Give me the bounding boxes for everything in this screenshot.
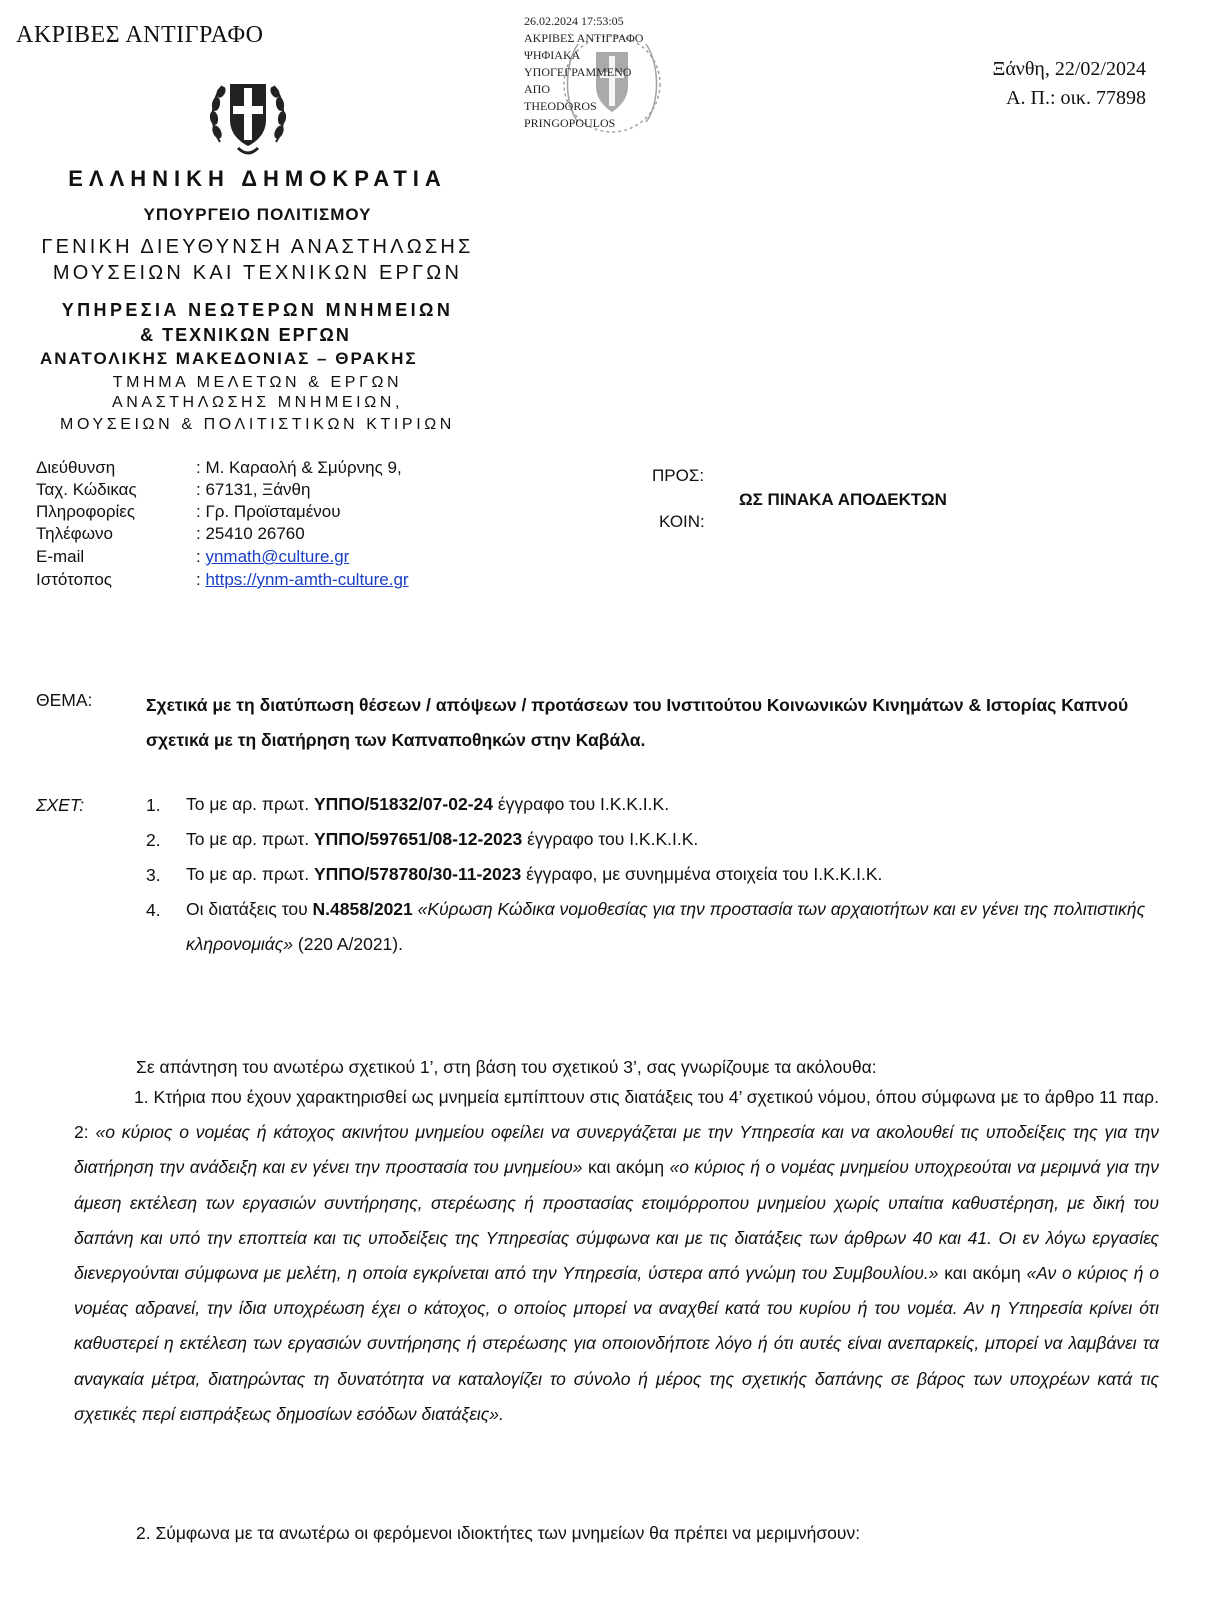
colon-prefix: : [196,547,206,566]
reference-item [186,892,1181,962]
reference-prefix: Το με αρ. πρωτ. [186,794,314,814]
email-link[interactable]: ynmath@culture.gr [205,547,350,566]
stamp-signer-last-name: PRINGOPOULOS [524,116,616,130]
contact-label: Ιστότοπος [36,570,112,589]
reference-number: 1. [146,795,161,815]
service-line-1: ΥΠΗΡΕΣΙΑ ΝΕΩΤΕΡΩΝ ΜΝΗΜΕΙΩΝ [61,300,454,320]
department-line-3: ΜΟΥΣΕΙΩΝ & ΠΟΛΙΤΙΣΤΙΚΩΝ ΚΤΙΡΙΩΝ [60,416,455,433]
contact-label: Ταχ. Κώδικας [36,480,137,499]
colon-prefix: : [196,570,206,589]
republic-title: ΕΛΛΗΝΙΚΗ ΔΗΜΟΚΡΑΤΙΑ [68,166,447,191]
reference-law: Ν.4858/2021 [312,899,413,919]
paragraph-text: και ακόμη [582,1157,670,1178]
postal-code-value: : 67131, Ξάνθη [196,480,311,499]
to-label: ΠΡΟΣ: [652,466,705,485]
service-line-3: ΑΝΑΤΟΛΙΚΗΣ ΜΑΚΕΔΟΝΙΑΣ – ΘΡΑΚΗΣ [40,349,418,368]
body-paragraph-1 [74,1080,1159,1432]
contact-label: Διεύθυνση [36,458,116,477]
body-intro: Σε απάντηση του ανωτέρω σχετικού 1’, στη βάση του σχετικού 3’, σας γνωρίζουμε τα ακόλουθα: [136,1057,877,1077]
reference-law-title: «Κύρωση Κώδικα νομοθεσίας για την προστασία των αρχαιοτήτων και εν γένει της πολιτιστικής κληρονομιάς» [186,899,1146,954]
information-value: : Γρ. Προϊσταμένου [196,502,341,521]
reference-suffix: έγγραφο του Ι.Κ.Κ.Ι.Κ. [493,794,670,814]
address-value: : Μ. Καραολή & Σμύρνης 9, [196,458,402,477]
department-line-1: ΤΜΗΜΑ ΜΕΛΕΤΩΝ & ΕΡΓΩΝ [112,374,403,391]
reference-protocol: ΥΠΠΟ/597651/08-12-2023 [314,829,523,849]
stamp-line: ΑΠΟ [524,82,550,96]
reference-protocol: ΥΠΠΟ/578780/30-11-2023 [314,864,522,884]
document-date: Ξάνθη, 22/02/2024 [992,58,1146,80]
stamp-line: ΥΠΟΓΕΓΡΑΜΜΕΝΟ [524,65,632,79]
ministry-title: ΥΠΟΥΡΓΕΙΟ ΠΟΛΙΤΙΣΜΟΥ [143,205,372,224]
reference-number: 2. [146,830,161,850]
subject-label: ΘΕΜΑ: [36,690,93,710]
body-paragraph-2: 2. Σύμφωνα με τα ανωτέρω οι φερόμενοι ιδιοκτήτες των μνημείων θα πρέπει να μεριμνήσουν: [136,1523,861,1543]
email-row [196,547,349,567]
reference-suffix: έγγραφο του Ι.Κ.Κ.Ι.Κ. [522,829,699,849]
law-quote: «ο κύριος ή ο νομέας μνημείου υποχρεούται να μεριμνά για την άμεση εκτέλεση των εργασιών συντήρησης, στερέωσης ή προστασίας ετοιμόρροπου μνημείου χωρίς υπαίτια καθυστέρηση, με δική του δαπάνη και υπό την εποπτεία και τις υποδείξεις της Υπηρεσίας σύμφωνα και με τις διατάξεις των άρθρων 40 και 41. Οι εν λόγω εργασίες διενεργούνται σύμφωνα με μελέτη, η οποία εγκρίνεται από την Υπηρεσία, ύστερα από γνώμη του Συμβουλίου.» [74,1157,1159,1284]
protocol-number: Α. Π.: οικ. 77898 [1006,87,1146,109]
reference-prefix: Οι διατάξεις του [186,899,313,919]
paragraph-text: και ακόμη [938,1263,1027,1284]
contact-label: Τηλέφωνο [36,524,113,543]
greek-coat-of-arms-icon [208,72,288,162]
reference-item [186,822,1181,857]
stamp-timestamp: 26.02.2024 17:53:05 [524,14,624,28]
cc-label: ΚΟΙΝ: [659,512,705,531]
stamp-line: ΑΚΡΙΒΕΣ ΑΝΤΙΓΡΑΦΟ [524,31,644,45]
reference-number: 4. [146,900,161,920]
paragraph-text: 1. Κτήρια που έχουν χαρακτηρισθεί ως μνημεία εμπίπτουν στις διατάξεις του 4’ σχετικού νόμου, όπου σύμφωνα με το άρθρο 11 παρ. 2: [74,1087,1159,1143]
reference-suffix: (220 Α/2021). [293,934,403,954]
contact-label: E-mail [36,547,85,566]
reference-prefix: Το με αρ. πρωτ. [186,829,314,849]
certified-copy-label: ΑΚΡΙΒΕΣ ΑΝΤΙΓΡΑΦΟ [16,22,264,48]
service-line-2: & ΤΕΧΝΙΚΩΝ ΕΡΓΩΝ [140,325,351,345]
to-value: ΩΣ ΠΙΝΑΚΑ ΑΠΟΔΕΚΤΩΝ [739,490,947,509]
subject-text: Σχετικά με τη διατύπωση θέσεων / απόψεων / προτάσεων του Ινστιτούτου Κοινωνικών Κινημάτων & Ιστορίας Καπνού σχετικά με τη διατήρηση των Καπναποθηκών στην Καβάλα. [146,695,1129,750]
general-directorate-line-2: ΜΟΥΣΕΙΩΝ ΚΑΙ ΤΕΧΝΙΚΩΝ ΕΡΓΩΝ [52,262,463,284]
reference-item [186,787,1181,822]
reference-protocol: ΥΠΠΟ/51832/07-02-24 [314,794,493,814]
references-label: ΣΧΕΤ: [36,795,85,815]
law-quote: «ο κύριος ο νομέας ή κάτοχος ακινήτου μνημείου οφείλει να συνεργάζεται με την Υπηρεσία και να ακολουθεί τις υποδείξεις της για την διατήρηση την ανάδειξη και εν γένει την προστασία του μνημείου» [74,1122,1159,1178]
website-row [196,570,409,590]
stamp-line: ΨΗΦΙΑΚΑ [524,48,581,62]
stamp-signer-first-name: THEODOROS [524,99,597,113]
law-quote: «Αν ο κύριος ή ο νομέας αδρανεί, την ίδια υποχρέωση έχει ο κάτοχος, ο οποίος μπορεί να αναχθεί κατά του κυρίου ή του νομέα. Αν η Υπηρεσία κρίνει ότι καθυστερεί η εκτέλεση των εργασιών συντήρησης ή στερέωσης για οποιονδήποτε λόγο ή ότι αυτές είναι ανεπαρκείς, μπορεί να λαμβάνει τα αναγκαία μέτρα, διατηρώντας τη δυνατότητα να καταλογίζει το σύνολο ή μέρος της σχετικής δαπάνης σε βάρος των υποχρέων κατά τις σχετικές περί εισπράξεως δημοσίων εσόδων διατάξεις». [74,1263,1159,1424]
department-line-2: ΑΝΑΣΤΗΛΩΣΗΣ ΜΝΗΜΕΙΩΝ, [112,394,403,411]
phone-value: : 25410 26760 [196,524,305,543]
reference-prefix: Το με αρ. πρωτ. [186,864,314,884]
contact-label: Πληροφορίες [36,502,136,521]
reference-number: 3. [146,865,161,885]
general-directorate-line-1: ΓΕΝΙΚΗ ΔΙΕΥΘΥΝΣΗ ΑΝΑΣΤΗΛΩΣΗΣ [41,236,474,258]
website-link[interactable]: https://ynm-amth-culture.gr [205,570,409,589]
reference-item [186,857,1181,892]
reference-suffix: έγγραφο, με συνημμένα στοιχεία του Ι.Κ.Κ.Ι.Κ. [521,864,883,884]
